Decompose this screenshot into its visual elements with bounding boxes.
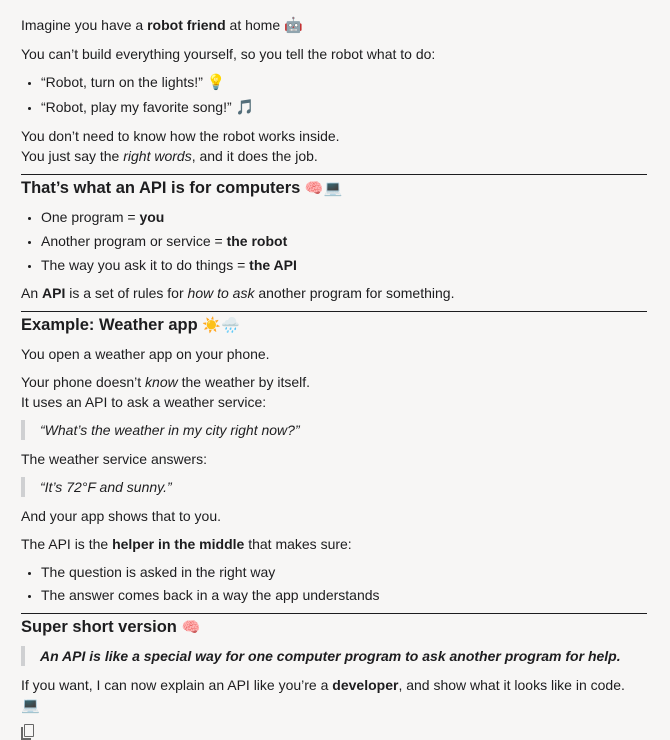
- list-item: • The answer comes back in a way the app understands: [41, 585, 647, 605]
- list-item: [41, 231, 647, 251]
- bold-text: robot friend: [147, 17, 226, 33]
- copy-icon[interactable]: [21, 724, 35, 740]
- helper-list: [21, 562, 647, 605]
- list-item: [41, 97, 647, 118]
- section-heading: [21, 177, 647, 200]
- list-item: [41, 72, 647, 93]
- text: Example: Weather app: [21, 316, 203, 334]
- list-item: [41, 207, 647, 227]
- intro-paragraph-2: You can’t build everything yourself, so you tell the robot what to do:: [21, 46, 436, 62]
- blockquote: [21, 646, 647, 666]
- paragraph: [21, 534, 647, 554]
- text: The way you ask it to do things =: [41, 257, 250, 273]
- robot-icon: 🤖: [284, 17, 303, 34]
- text: An: [21, 285, 43, 301]
- paragraph: And your app shows that to you.: [21, 508, 222, 524]
- text: another program for something.: [254, 285, 455, 301]
- bold-text: helper in the middle: [112, 536, 245, 552]
- bold-text: you: [139, 209, 165, 225]
- section-heading: [21, 616, 647, 639]
- text: Imagine you have a: [21, 17, 148, 33]
- followup-paragraph: [21, 675, 647, 716]
- sun-rain-icon: ☀️🌧️: [202, 317, 240, 334]
- text: that makes sure:: [244, 536, 352, 552]
- music-note-icon: 🎵: [235, 99, 255, 116]
- bold-text: API: [42, 285, 66, 301]
- divider: [21, 613, 647, 614]
- text: “Robot, turn on the lights!”: [41, 74, 207, 90]
- list-item: • The question is asked in the right way: [41, 562, 647, 582]
- api-analogy-list: [21, 207, 647, 275]
- italic-text: know: [145, 374, 178, 390]
- paragraph: The weather service answers:: [21, 451, 207, 467]
- paragraph: [21, 372, 647, 392]
- paragraph: It uses an API to ask a weather service:: [21, 394, 267, 410]
- text: The API is the: [21, 536, 113, 552]
- text: Your phone doesn’t: [21, 374, 146, 390]
- lightbulb-icon: 💡: [206, 74, 226, 91]
- text: “Robot, play my favorite song!”: [41, 99, 236, 115]
- text: Another program or service =: [41, 233, 227, 249]
- bold-text: the API: [249, 257, 297, 273]
- brain-laptop-icon: 🧠💻: [304, 180, 343, 197]
- blockquote: “What’s the weather in my city right now?”: [21, 420, 647, 440]
- section-heading: [21, 314, 647, 337]
- divider: [21, 174, 647, 175]
- text: If you want, I can now explain an API like you’re a: [21, 677, 333, 693]
- intro-paragraph-3: You don’t need to know how the robot works inside.: [21, 128, 340, 144]
- command-list: [21, 72, 647, 118]
- laptop-icon: 💻: [21, 697, 40, 714]
- bold-text: An API is like a special way for one computer program to ask another program for help.: [40, 648, 621, 664]
- bold-text: developer: [332, 677, 399, 693]
- text: , and show what it looks like in code.: [398, 677, 625, 693]
- text: is a set of rules for: [65, 285, 188, 301]
- list-item: [41, 255, 647, 275]
- text: Super short version: [21, 618, 182, 636]
- text: You just say the: [21, 148, 124, 164]
- divider: [21, 311, 647, 312]
- api-summary: [21, 283, 647, 303]
- intro-paragraph-4: [21, 146, 647, 166]
- blockquote: “It’s 72°F and sunny.”: [21, 477, 647, 497]
- bold-text: the robot: [226, 233, 288, 249]
- intro-paragraph: [21, 15, 647, 36]
- italic-text: right words: [123, 148, 192, 164]
- paragraph: You open a weather app on your phone.: [21, 346, 270, 362]
- copy-icon-front: [24, 724, 34, 737]
- text: at home: [225, 17, 285, 33]
- text: , and it does the job.: [191, 148, 318, 164]
- italic-text: how to ask: [187, 285, 255, 301]
- text: One program =: [41, 209, 140, 225]
- brain-icon: 🧠: [181, 619, 201, 636]
- text: the weather by itself.: [177, 374, 311, 390]
- text: That’s what an API is for computers: [21, 179, 305, 197]
